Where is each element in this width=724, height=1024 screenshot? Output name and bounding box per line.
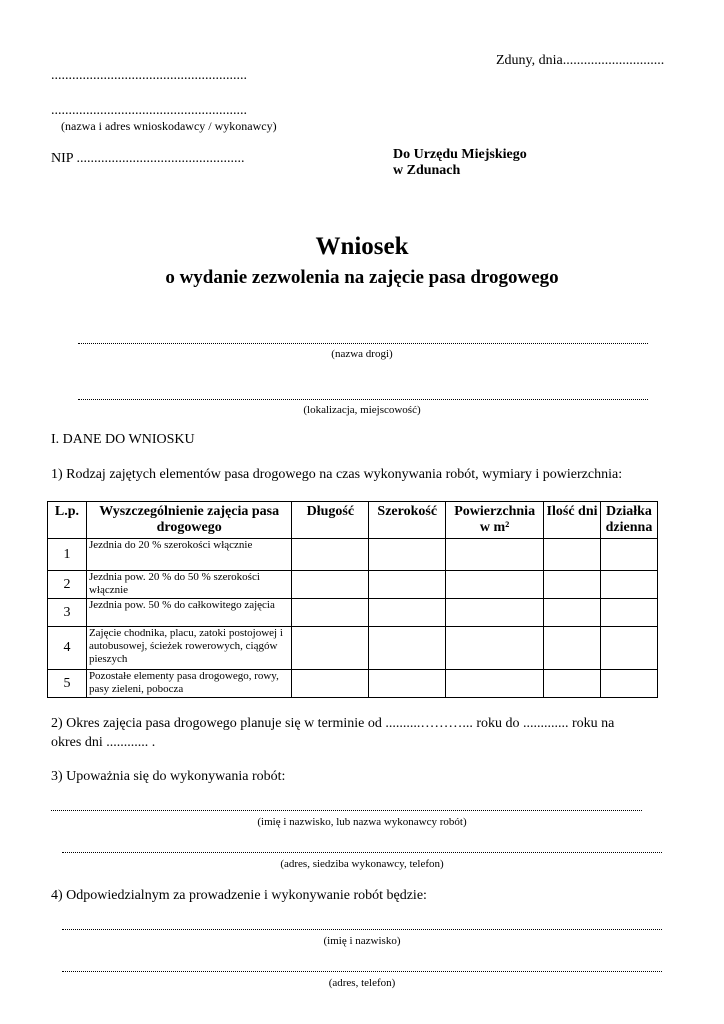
point3-text: 3) Upoważnia się do wykonywania robót: xyxy=(51,769,286,784)
row-lp: 2 xyxy=(48,571,87,599)
cell-days[interactable] xyxy=(544,627,601,670)
applicant-caption: (nazwa i adres wnioskodawcy / wykonawcy) xyxy=(61,119,277,133)
row-desc: Jezdnia pow. 20 % do 50 % szerokości włącznie xyxy=(86,571,291,599)
cell-width[interactable] xyxy=(369,599,446,627)
document-subtitle: o wydanie zezwolenia na zajęcie pasa drogowego xyxy=(165,267,559,288)
cell-daily-plot[interactable] xyxy=(600,539,657,571)
applicant-name-line[interactable]: ........................................................ xyxy=(51,68,247,83)
table-row xyxy=(48,627,658,670)
nip-field[interactable]: NIP ................................................ xyxy=(51,151,245,166)
cell-daily-plot[interactable] xyxy=(600,599,657,627)
row-lp: 4 xyxy=(48,627,87,670)
road-name-caption: (nazwa drogi) xyxy=(331,348,393,360)
recipient-line1: Do Urzędu Miejskiego xyxy=(393,147,527,162)
row-lp: 3 xyxy=(48,599,87,627)
contractor-name-field[interactable] xyxy=(51,810,642,811)
road-location-field[interactable] xyxy=(78,399,648,400)
cell-area[interactable] xyxy=(446,670,544,698)
road-name-field[interactable] xyxy=(78,343,648,344)
document-title: Wniosek xyxy=(315,233,409,260)
cell-width[interactable] xyxy=(369,571,446,599)
place-date-field[interactable]: Zduny, dnia............................. xyxy=(496,53,665,68)
row-desc: Jezdnia do 20 % szerokości włącznie xyxy=(86,539,291,571)
occupation-table xyxy=(47,501,658,698)
road-location-caption: (lokalizacja, miejscowość) xyxy=(303,404,421,416)
cell-width[interactable] xyxy=(369,627,446,670)
row-lp: 1 xyxy=(48,539,87,571)
col-header-lp: L.p. xyxy=(48,502,87,539)
cell-width[interactable] xyxy=(369,670,446,698)
table-header-row xyxy=(48,502,658,539)
cell-days[interactable] xyxy=(544,571,601,599)
row-desc: Pozostałe elementy pasa drogowego, rowy, pasy zieleni, pobocza xyxy=(86,670,291,698)
cell-days[interactable] xyxy=(544,599,601,627)
cell-daily-plot[interactable] xyxy=(600,627,657,670)
section-heading: I. DANE DO WNIOSKU xyxy=(51,432,195,447)
col-header-area: Powierzchnia w m² xyxy=(446,502,544,539)
cell-length[interactable] xyxy=(292,571,369,599)
contractor-address-caption: (adres, siedziba wykonawcy, telefon) xyxy=(280,858,444,870)
point2-line1[interactable]: 2) Okres zajęcia pasa drogowego planuje się w terminie od ..........………... roku do ............. roku na xyxy=(51,716,615,731)
cell-length[interactable] xyxy=(292,599,369,627)
table-row xyxy=(48,599,658,627)
cell-length[interactable] xyxy=(292,627,369,670)
cell-length[interactable] xyxy=(292,670,369,698)
cell-days[interactable] xyxy=(544,670,601,698)
col-header-desc: Wyszczególnienie zajęcia pasa drogowego xyxy=(86,502,291,539)
row-desc: Zajęcie chodnika, placu, zatoki postojowej i autobusowej, ścieżek rowerowych, ciągów pieszych xyxy=(86,627,291,670)
cell-days[interactable] xyxy=(544,539,601,571)
table-row xyxy=(48,539,658,571)
applicant-address-line[interactable]: ........................................................ xyxy=(51,103,247,118)
col-header-width: Szerokość xyxy=(369,502,446,539)
cell-area[interactable] xyxy=(446,539,544,571)
point4-text: 4) Odpowiedzialnym za prowadzenie i wykonywanie robót będzie: xyxy=(51,888,427,903)
cell-daily-plot[interactable] xyxy=(600,571,657,599)
col-header-days: Ilość dni xyxy=(544,502,601,539)
cell-area[interactable] xyxy=(446,571,544,599)
cell-daily-plot[interactable] xyxy=(600,670,657,698)
col-header-length: Długość xyxy=(292,502,369,539)
cell-length[interactable] xyxy=(292,539,369,571)
contractor-name-caption: (imię i nazwisko, lub nazwa wykonawcy robót) xyxy=(257,816,467,828)
point2-line2[interactable]: okres dni ............ . xyxy=(51,735,156,750)
row-desc: Jezdnia pow. 50 % do całkowitego zajęcia xyxy=(86,599,291,627)
cell-width[interactable] xyxy=(369,539,446,571)
cell-area[interactable] xyxy=(446,599,544,627)
contractor-address-field[interactable] xyxy=(62,852,662,853)
recipient-line2: w Zdunach xyxy=(393,163,461,178)
point1-text: 1) Rodzaj zajętych elementów pasa drogowego na czas wykonywania robót, wymiary i powierzchnia: xyxy=(51,467,623,482)
cell-area[interactable] xyxy=(446,627,544,670)
row-lp: 5 xyxy=(48,670,87,698)
responsible-name-caption: (imię i nazwisko) xyxy=(323,935,401,947)
table-row xyxy=(48,670,658,698)
col-header-daily-plot: Działka dzienna xyxy=(600,502,657,539)
responsible-name-field[interactable] xyxy=(62,929,662,930)
table-row xyxy=(48,571,658,599)
responsible-address-field[interactable] xyxy=(62,971,662,972)
responsible-address-caption: (adres, telefon) xyxy=(328,977,396,989)
